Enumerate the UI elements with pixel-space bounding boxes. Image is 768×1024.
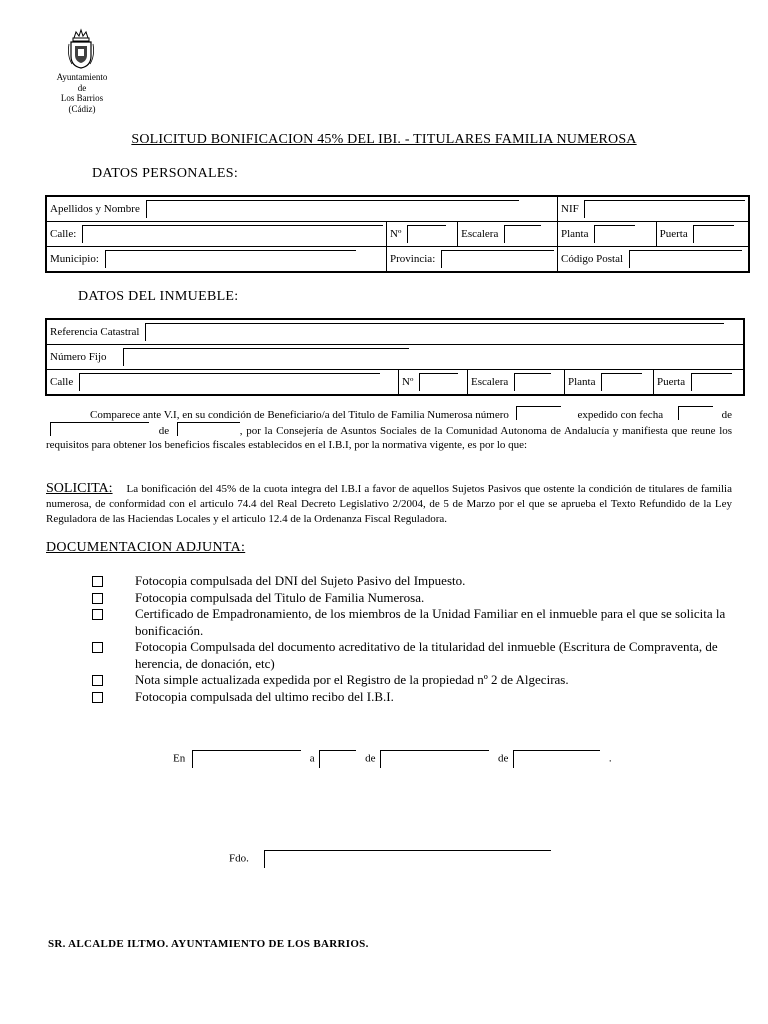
puerta-field[interactable] <box>693 225 734 243</box>
planta-label: Planta <box>561 228 589 240</box>
municipio-field[interactable] <box>105 250 356 268</box>
fecha-de-2: de <box>158 425 170 437</box>
numero-label: Nº <box>390 228 402 240</box>
dia-field[interactable] <box>319 750 356 768</box>
documentation-item <box>92 689 732 706</box>
institution-name <box>40 72 124 114</box>
provincia-label: Provincia: <box>390 253 436 265</box>
municipio-label: Municipio: <box>50 253 99 265</box>
documentation-item-text: Fotocopia compulsada del ultimo recibo del I.B.I. <box>135 688 394 704</box>
titulo-numero-field[interactable] <box>516 406 561 420</box>
place-date-line <box>173 750 612 768</box>
puerta-label: Puerta <box>659 228 688 240</box>
anio-field[interactable] <box>513 750 600 768</box>
fecha-mes-field[interactable] <box>50 422 149 436</box>
calle-label: Calle: <box>50 228 77 240</box>
checkbox[interactable] <box>92 642 103 653</box>
documentation-list <box>92 573 732 705</box>
comparece-paragraph <box>46 406 732 452</box>
inmueble-puerta-label: Puerta <box>657 376 686 388</box>
documentation-heading: DOCUMENTACION ADJUNTA: <box>46 540 246 555</box>
numero-fijo-label: Número Fijo <box>50 351 107 363</box>
calle-field[interactable] <box>82 225 383 243</box>
de-label-1: de <box>365 752 376 765</box>
escalera-field[interactable] <box>504 225 541 243</box>
checkbox[interactable] <box>92 593 103 604</box>
solicita-paragraph <box>46 481 732 527</box>
comparece-text-2: expedido con <box>577 409 637 421</box>
document-title: SOLICITUD BONIFICACION 45% DEL IBI. - TITULARES FAMILIA NUMEROSA <box>131 132 637 147</box>
escalera-label: Escalera <box>461 228 499 240</box>
fecha-anio-field[interactable] <box>177 422 240 436</box>
numero-field[interactable] <box>407 225 446 243</box>
coat-of-arms-icon <box>66 28 96 70</box>
date-dot: . <box>608 752 612 765</box>
inmueble-planta-field[interactable] <box>601 373 642 391</box>
documentation-item <box>92 590 732 607</box>
comparece-text-1: Comparece ante V.I, en su condición de Beneficiario/a del Titulo de Familia Numerosa número <box>90 409 509 421</box>
provincia-field[interactable] <box>441 250 554 268</box>
personal-data-table <box>45 195 750 273</box>
inmueble-planta-label: Planta <box>568 376 596 388</box>
fecha-de-1: de <box>721 409 733 421</box>
institution-line: (Cádiz) <box>68 103 96 114</box>
referencia-catastral-label: Referencia Catastral <box>50 326 140 338</box>
property-data-table <box>45 318 745 396</box>
institution-line: Ayuntamiento <box>56 72 108 82</box>
inmueble-numero-field[interactable] <box>419 373 458 391</box>
referencia-catastral-field[interactable] <box>145 323 724 341</box>
addressee: SR. ALCALDE ILTMO. AYUNTAMIENTO DE LOS BARRIOS. <box>48 938 369 950</box>
apellidos-label: Apellidos y Nombre <box>50 203 140 215</box>
personal-data-heading: DATOS PERSONALES: <box>92 166 239 181</box>
comparece-text-3: , por la Consejería de Asuntos Sociales de la Comunidad Autonoma de Andalucía y manifiesta que reune los requisitos para obtener los beneficios fiscales establecidos en el I.B.I, por la normativa vigente, es por lo que: <box>46 425 733 451</box>
property-data-heading: DATOS DEL INMUEBLE: <box>78 289 239 304</box>
signature-line <box>229 850 551 868</box>
a-label: a <box>309 752 315 765</box>
inmueble-calle-label: Calle <box>50 376 74 388</box>
checkbox[interactable] <box>92 675 103 686</box>
checkbox[interactable] <box>92 609 103 620</box>
codigo-postal-label: Código Postal <box>561 253 624 265</box>
solicita-keyword: SOLICITA: <box>46 481 113 496</box>
en-label: En <box>173 752 186 765</box>
documentation-item <box>92 639 732 672</box>
documentation-item-text: Fotocopia compulsada del DNI del Sujeto Pasivo del Impuesto. <box>135 573 466 588</box>
mes-field[interactable] <box>380 750 489 768</box>
documentation-item <box>92 573 732 590</box>
documentation-item <box>92 672 732 689</box>
solicita-text: La bonificación del 45% de la cuota integra del I.B.I a favor de aquellos Sujetos Pasivos que ostente la condición de titulares de familia numerosa, de conformidad con el articulo 74.4 del Real Decreto Legislativo 2/2004, de 5 de Marzo por el que se aprueba el Texto Refundido de la Ley Reguladora de las Haciendas Locales y el articulo 12.4 de la Ordenanza Fiscal Reguladora. <box>46 483 732 525</box>
checkbox[interactable] <box>92 576 103 587</box>
institution-line: Los Barrios <box>60 93 104 103</box>
inmueble-numero-label: Nº <box>402 376 414 388</box>
nif-field[interactable] <box>584 200 745 218</box>
fdo-label: Fdo. <box>229 852 249 865</box>
inmueble-puerta-field[interactable] <box>691 373 732 391</box>
documentation-item-text: Certificado de Empadronamiento, de los miembros de la Unidad Familiar en el inmueble para el que se solicita la bonificación. <box>135 606 726 638</box>
numero-fijo-field[interactable] <box>123 348 409 366</box>
lugar-field[interactable] <box>192 750 301 768</box>
institution-line: de <box>77 82 87 93</box>
documentation-item-text: Nota simple actualizada expedida por el Registro de la propiedad nº 2 de Algeciras. <box>135 672 569 687</box>
apellidos-field[interactable] <box>146 200 519 218</box>
inmueble-escalera-field[interactable] <box>514 373 551 391</box>
checkbox[interactable] <box>92 692 103 703</box>
inmueble-calle-field[interactable] <box>79 373 380 391</box>
documentation-item-text: Fotocopia Compulsada del documento acreditativo de la titularidad del inmueble (Escritura de Compraventa, de herencia, de donación, etc) <box>135 639 718 671</box>
inmueble-escalera-label: Escalera <box>471 376 509 388</box>
fecha-dia-field[interactable] <box>678 406 713 420</box>
fecha-label: fecha <box>639 409 664 421</box>
de-label-2: de <box>498 752 509 765</box>
signature-field[interactable] <box>264 850 551 868</box>
nif-label: NIF <box>561 203 579 215</box>
documentation-item <box>92 606 732 639</box>
documentation-item-text: Fotocopia compulsada del Titulo de Familia Numerosa. <box>135 589 425 605</box>
planta-field[interactable] <box>594 225 635 243</box>
codigo-postal-field[interactable] <box>629 250 742 268</box>
